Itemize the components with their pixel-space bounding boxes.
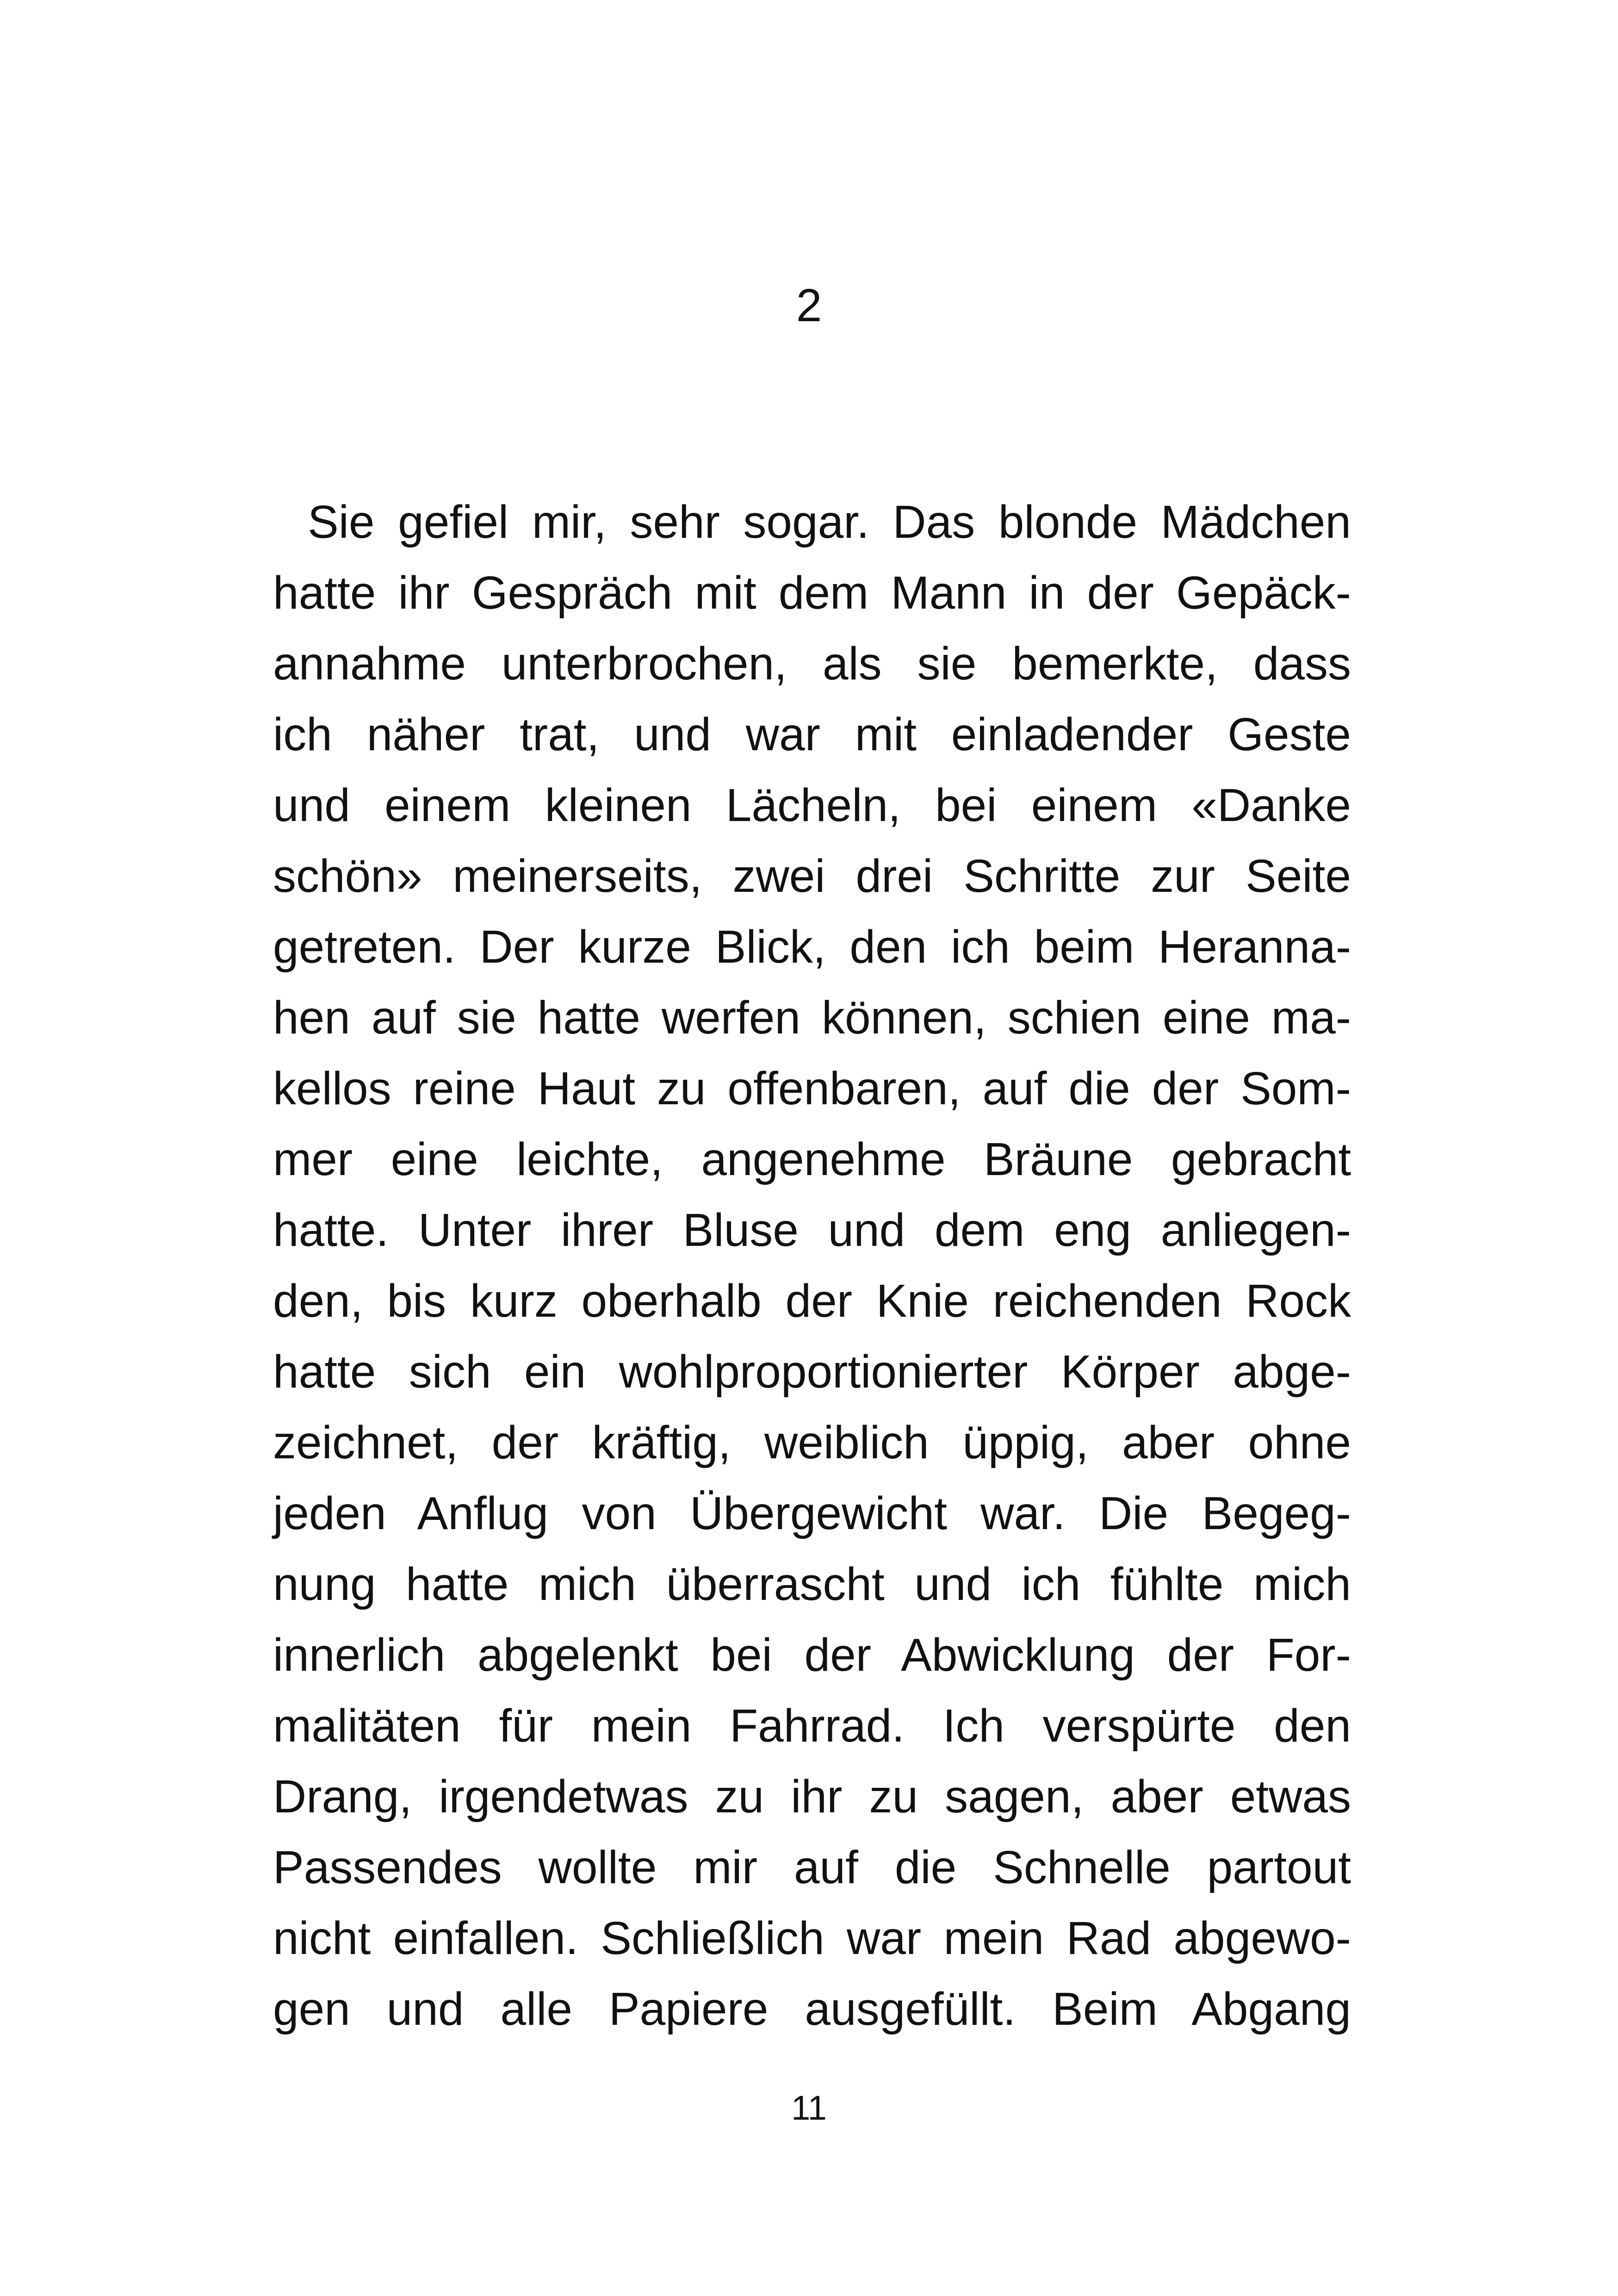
text-line: annahme unterbrochen, als sie bemerkte, dass (273, 638, 1351, 690)
text-line: nung hatte mich überrascht und ich fühlte mich (273, 1558, 1351, 1610)
text-line: hatte ihr Gespräch mit dem Mann in der Gepäck- (273, 567, 1351, 619)
text-line: gen und alle Papiere ausgefüllt. Beim Abgang (273, 1983, 1351, 2035)
text-line: ich näher trat, und war mit einladender Geste (273, 709, 1351, 760)
text-line: schön» meinerseits, zwei drei Schritte zur Seite (273, 850, 1351, 902)
text-line: hatte. Unter ihrer Bluse und dem eng anliegen- (273, 1204, 1351, 1256)
text-line: malitäten für mein Fahrrad. Ich verspürte den (273, 1700, 1351, 1752)
text-line: mer eine leichte, angenehme Bräune gebracht (273, 1133, 1351, 1185)
text-line: den, bis kurz oberhalb der Knie reichenden Rock (273, 1275, 1351, 1327)
text-line: kellos reine Haut zu offenbaren, auf die der Som- (273, 1063, 1351, 1114)
page-number: 11 (791, 2089, 827, 2127)
text-line: innerlich abgelenkt bei der Abwicklung der For- (273, 1629, 1351, 1681)
text-line: jeden Anflug von Übergewicht war. Die Begeg- (273, 1487, 1351, 1539)
text-line: hen auf sie hatte werfen können, schien eine ma- (273, 992, 1351, 1044)
chapter-number: 2 (796, 280, 822, 331)
text-line: Sie gefiel mir, sehr sogar. Das blonde Mädchen (308, 496, 1351, 548)
text-line: nicht einfallen. Schließlich war mein Rad abgewo- (273, 1912, 1351, 1964)
text-line: und einem kleinen Lächeln, bei einem «Danke (273, 779, 1351, 831)
text-line: Drang, irgendetwas zu ihr zu sagen, aber etwas (273, 1771, 1351, 1823)
body-paragraph (273, 487, 1351, 2045)
text-line: Passendes wollte mir auf die Schnelle partout (273, 1842, 1351, 1893)
text-line: zeichnet, der kräftig, weiblich üppig, aber ohne (273, 1417, 1351, 1468)
text-line: getreten. Der kurze Blick, den ich beim Heranna- (273, 921, 1351, 973)
text-line: hatte sich ein wohlproportionierter Körper abge- (273, 1346, 1351, 1398)
